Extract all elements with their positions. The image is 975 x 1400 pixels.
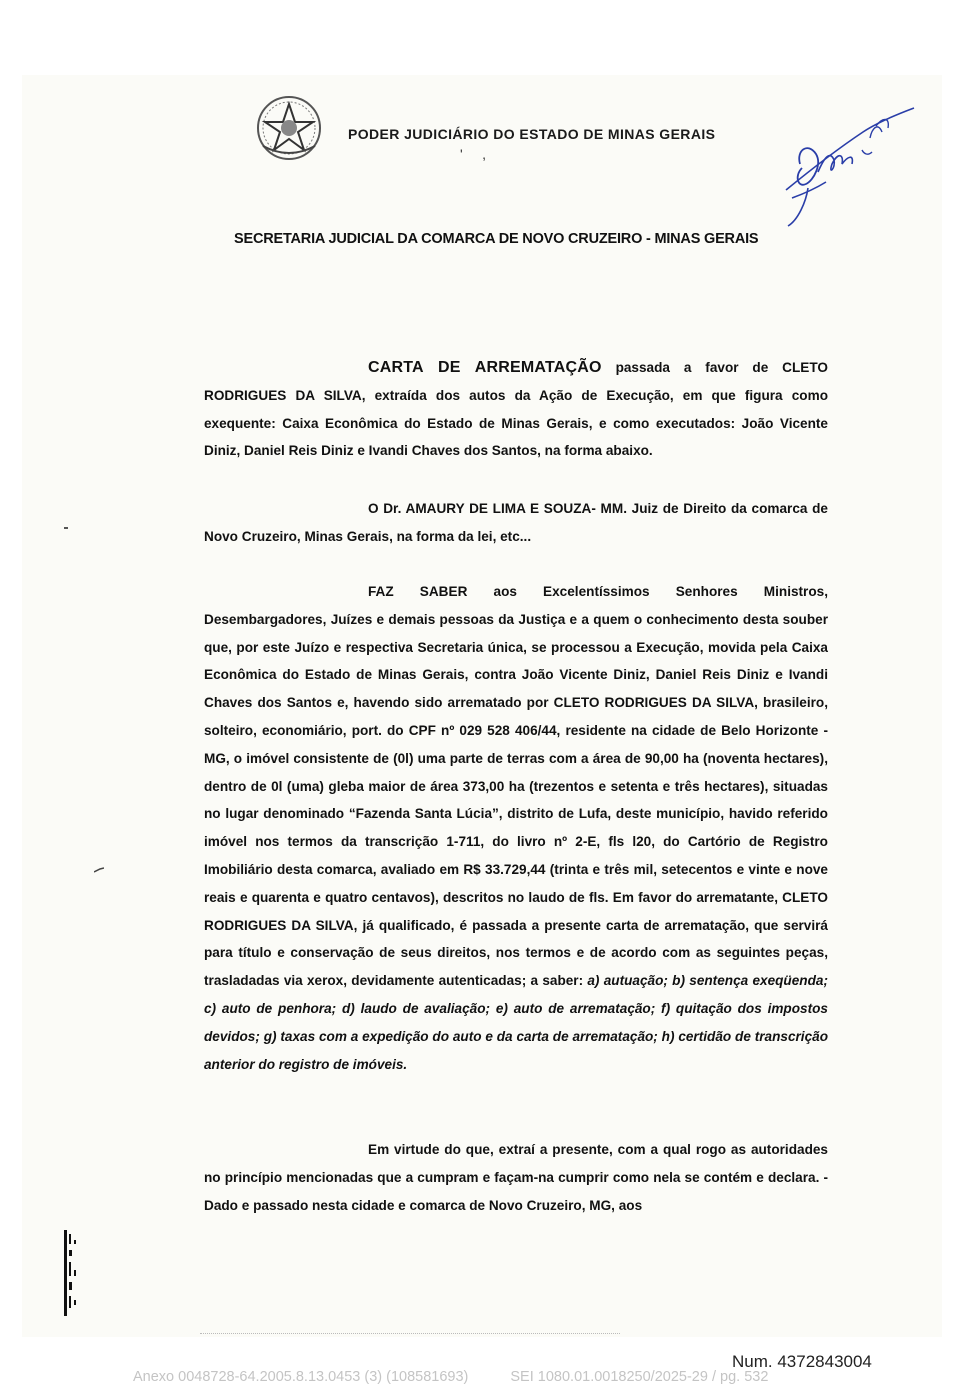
closing-text: Em virtude do que, extraí a presente, com a qual rogo as autoridades no princípio mencionadas que a cumpram e façam-na cumprir como nela se contém e declara. - Dado e passado nesta cidade e comarca de Novo Cruzeiro, MG, aos xyxy=(204,1142,828,1213)
header-marks: ' , xyxy=(460,146,487,162)
documents-list: a) autuação; b) sentença exeqüenda; c) auto de penhora; d) laudo de avaliação; e) auto de arrematação; f) quitação dos impostos devidos; g) taxas com a expedição do auto e da carta de arrematação; h) certidão de transcrição anterior do registro de imóveis. xyxy=(204,973,828,1072)
scan-speck xyxy=(64,527,68,529)
scan-mark xyxy=(94,867,104,873)
paragraph-closing xyxy=(204,1136,828,1219)
barcode-strip xyxy=(64,1230,80,1316)
document-title: CARTA DE ARREMATAÇÃO xyxy=(368,359,602,376)
secretariat-header: SECRETARIA JUDICIAL DA COMARCA DE NOVO CRUZEIRO - MINAS GERAIS xyxy=(234,231,759,247)
paragraph-title-intro xyxy=(204,354,828,465)
intro-text: passada a favor de CLETO RODRIGUES DA SILVA, extraída dos autos da Ação de Execução, em que figura como exequente: Caixa Econômica do Estado de Minas Gerais, e como executados: João Vicente Diniz, Daniel Reis Diniz e Ivandi Chaves dos Santos, na forma abaixo. xyxy=(204,360,828,459)
organization-header: PODER JUDICIÁRIO DO ESTADO DE MINAS GERAIS xyxy=(348,126,716,142)
coat-of-arms-seal xyxy=(255,94,323,162)
paragraph-judge xyxy=(204,495,828,551)
footer-annex: Anexo 0048728-64.2005.8.13.0453 (3) (108581693) xyxy=(133,1369,469,1385)
handwritten-signature xyxy=(778,102,918,232)
faz-saber-text: FAZ SABER aos Excelentíssimos Senhores Ministros, Desembargadores, Juízes e demais pessoas da Justiça e a quem o conhecimento desta souber que, por este Juízo e respectiva Secretaria única, se processou a Execução, movida pela Caixa Econômica do Estado de Minas Gerais, contra João Vicente Diniz, Daniel Reis Diniz e Ivandi Chaves dos Santos e, havendo sido arrematado por CLETO RODRIGUES DA SILVA, brasileiro, solteiro, economiário, port. do CPF nº 029 528 406/44, residente na cidade de Belo Horizonte -MG, o imóvel consistente de (0l) uma parte de terras com a área de 90,00 ha (noventa hectares), dentro de 0l (uma) gleba maior de área 373,00 ha (trezentos e setenta e três hectares), situadas no lugar denominado “Fazenda Santa Lúcia”, distrito de Lufa, deste município, havido referido imóvel nos termos da transcrição 1-711, do livro nº 2-E, fls l20, do Cartório de Registro Imobiliário desta comarca, avaliado em R$ 33.729,44 (trinta e três mil, setecentos e vinte e nove reais e quarenta e quatro centavos), descritos no laudo de fls. Em favor do arrematante, CLETO RODRIGUES DA SILVA, já qualificado, é passada a presente carta de arrematação, que servirá para título e conservação de seus direitos, nos termos e de acordo com as seguintes peças, trasladadas via xerox, devidamente autenticadas; a saber: xyxy=(204,584,828,989)
scan-edge-line xyxy=(200,1333,620,1335)
footer xyxy=(133,1369,768,1385)
document-number: Num. 4372843004 xyxy=(732,1352,872,1371)
footer-sei: SEI 1080.01.0018250/2025-29 / pg. 532 xyxy=(510,1369,769,1385)
judge-text: O Dr. AMAURY DE LIMA E SOUZA- MM. Juiz de Direito da comarca de Novo Cruzeiro, Minas Gerais, na forma da lei, etc... xyxy=(204,501,828,544)
paragraph-faz-saber xyxy=(204,578,828,1078)
